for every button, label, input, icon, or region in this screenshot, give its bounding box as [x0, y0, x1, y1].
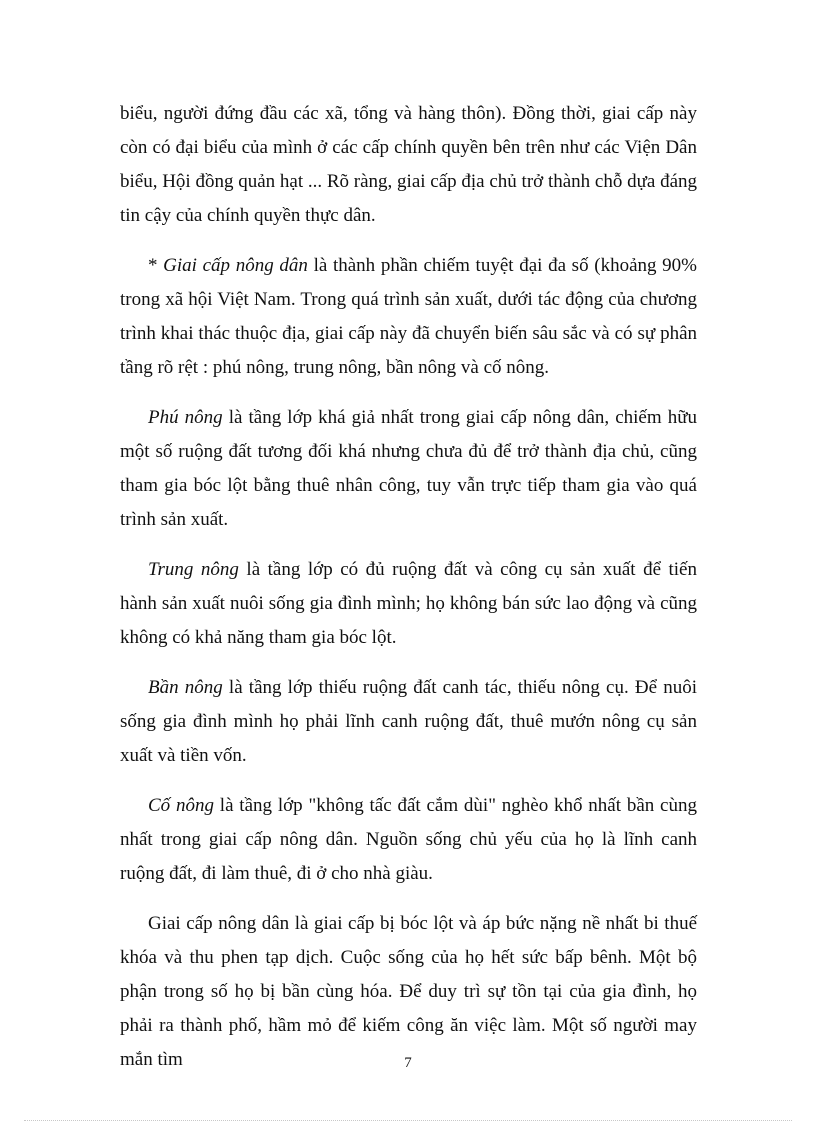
paragraph-text: là tầng lớp có đủ ruộng đất và công cụ sản xuất để tiến hành sản xuất nuôi sống gia đình mình; họ không bán sức lao động và cũng không có khả năng tham gia bóc lột. — [120, 559, 697, 648]
bullet-marker: * — [148, 255, 164, 276]
page-bottom-divider — [24, 1120, 792, 1121]
document-body — [120, 97, 697, 1093]
paragraph-text: là tầng lớp "không tấc đất cắm dùi" nghèo khổ nhất bần cùng nhất trong giai cấp nông dân. Nguồn sống chủ yếu của họ là lĩnh canh ruộng đất, đi làm thuê, đi ở cho nhà giàu. — [120, 795, 697, 884]
paragraph-text: là thành phần chiếm tuyệt đại đa số (khoảng 90% trong xã hội Việt Nam. Trong quá trình sản xuất, dưới tác động của chương trình khai thác thuộc địa, giai cấp này đã chuyển biến sâu sắc và có sự phân tầng rõ rệt : phú nông, trung nông, bần nông và cố nông. — [120, 255, 698, 378]
term-rich-peasant: Phú nông — [148, 407, 223, 428]
term-middle-peasant: Trung nông — [148, 559, 239, 580]
paragraph-peasant-exploitation — [120, 907, 697, 1077]
paragraph-middle-peasant — [120, 553, 697, 655]
paragraph-rich-peasant — [120, 401, 697, 537]
paragraph-landless-peasant — [120, 789, 697, 891]
term-poor-peasant: Bần nông — [148, 677, 223, 698]
paragraph-text: là tầng lớp khá giả nhất trong giai cấp nông dân, chiếm hữu một số ruộng đất tương đối khá nhưng chưa đủ để trở thành địa chủ, cũng tham gia bóc lột bằng thuê nhân công, tuy vẫn trực tiếp tham gia vào quá trình sản xuất. — [120, 407, 697, 530]
paragraph-poor-peasant — [120, 671, 697, 773]
term-peasant-class: Giai cấp nông dân — [163, 255, 308, 276]
page-number: 7 — [404, 1055, 412, 1071]
term-landless-peasant: Cố nông — [148, 795, 214, 816]
paragraph-landlord-class-continued — [120, 97, 697, 233]
paragraph-text: Giai cấp nông dân là giai cấp bị bóc lột và áp bức nặng nề nhất bi thuế khóa và thu phen tạp dịch. Cuộc sống của họ hết sức bấp bênh. Một bộ phận trong số họ bị bần cùng hóa. Để duy trì sự tồn tại của gia đình, họ phải ra thành phố, hầm mỏ để kiếm công ăn việc làm. Một số người may mắn tìm — [120, 913, 697, 1070]
paragraph-peasant-class — [120, 249, 697, 385]
paragraph-text: là tầng lớp thiếu ruộng đất canh tác, thiếu nông cụ. Để nuôi sống gia đình mình họ phải lĩnh canh ruộng đất, thuê mướn nông cụ sản xuất và tiền vốn. — [120, 677, 697, 766]
paragraph-text: biểu, người đứng đầu các xã, tổng và hàng thôn). Đồng thời, giai cấp này còn có đại biểu của mình ở các cấp chính quyền bên trên như các Viện Dân biểu, Hội đồng quản hạt ... Rõ ràng, giai cấp địa chủ trở thành chỗ dựa đáng tin cậy của chính quyền thực dân. — [120, 103, 698, 226]
